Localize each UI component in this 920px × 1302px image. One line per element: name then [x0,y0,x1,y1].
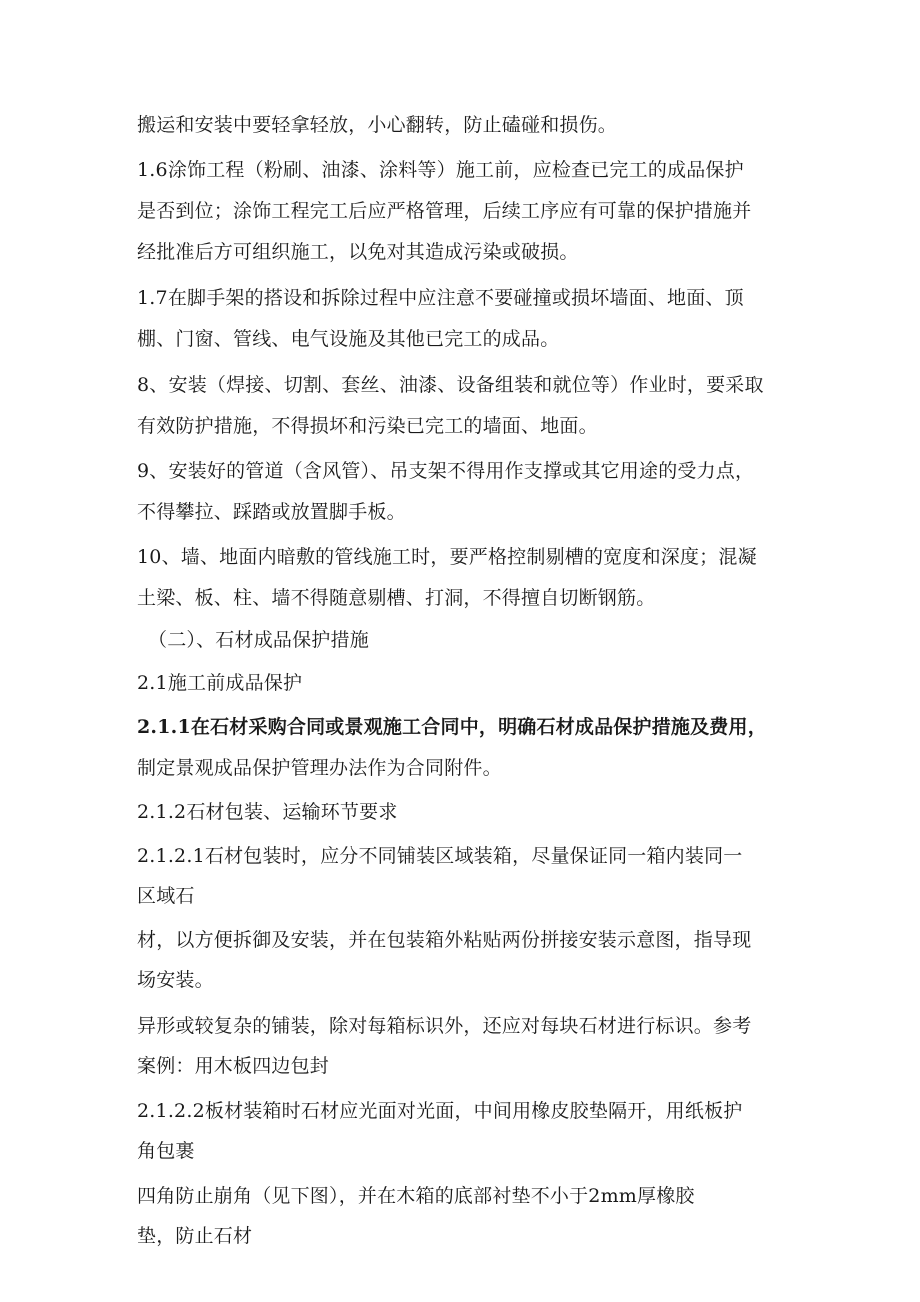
text-line-14: 2.1施工前成品保护 [137,672,303,694]
text-line-12: 土梁、板、柱、墙不得随意剔槽、打洞，不得擅自切断钢筋。 [137,587,656,609]
text-line-17: 2.1.2石材包装、运输环节要求 [137,801,398,823]
text-line-1: 搬运和安装中要轻拿轻放，小心翻转，防止磕碰和损伤。 [137,114,618,136]
section-heading: （二）、石材成品保护措施 [148,629,369,651]
text-line-15: 2.1.1在石材采购合同或景观施工合同中，明确石材成品保护措施及费用， [137,716,767,738]
text-line-18: 2.1.2.1石材包装时，应分不同铺装区域装箱，尽量保证同一箱内装同一 [137,845,743,867]
text-line-4: 经批准后方可组织施工，以免对其造成污染或破损。 [137,241,579,263]
text-line-25: 角包裹 [137,1140,195,1162]
text-line-6: 棚、门窗、管线、电气设施及其他已完工的成品。 [137,328,560,350]
text-line-24: 2.1.2.2板材装箱时石材应光面对光面，中间用橡皮胶垫隔开，用纸板护 [137,1100,743,1122]
text-line-7: 8、安装（焊接、切割、套丝、油漆、设备组装和就位等）作业时，要采取 [137,374,764,396]
text-line-10: 不得攀拉、踩踏或放置脚手板。 [137,501,406,523]
text-line-21: 场安装。 [137,969,214,991]
text-line-2: 1.6涂饰工程（粉刷、油漆、涂料等）施工前，应检查已完工的成品保护 [137,159,744,181]
text-line-22: 异形或较复杂的铺装，除对每箱标识外，还应对每块石材进行标识。参考 [137,1015,752,1037]
text-line-16: 制定景观成品保护管理办法作为合同附件。 [137,757,502,779]
text-line-23: 案例：用木板四边包封 [137,1055,330,1077]
text-line-26: 四角防止崩角（见下图），并在木箱的底部衬垫不小于2mm厚橡胶 [137,1185,695,1207]
text-line-11: 10、墙、地面内暗敷的管线施工时，要严格控制剔槽的宽度和深度；混凝 [137,546,757,568]
text-line-5: 1.7在脚手架的搭设和拆除过程中应注意不要碰撞或损坏墙面、地面、顶 [137,287,744,309]
text-line-3: 是否到位；涂饰工程完工后应严格管理，后续工序应有可靠的保护措施并 [137,200,752,222]
text-line-8: 有效防护措施，不得损坏和污染已完工的墙面、地面。 [137,415,598,437]
text-line-19: 区域石 [137,885,195,907]
text-line-9: 9、安装好的管道（含风管）、吊支架不得用作支撑或其它用途的受力点， [137,460,755,482]
text-line-20: 材，以方便拆御及安装，并在包装箱外粘贴两份拼接安装示意图，指导现 [137,929,752,951]
text-line-27: 垫，防止石材 [137,1225,253,1247]
